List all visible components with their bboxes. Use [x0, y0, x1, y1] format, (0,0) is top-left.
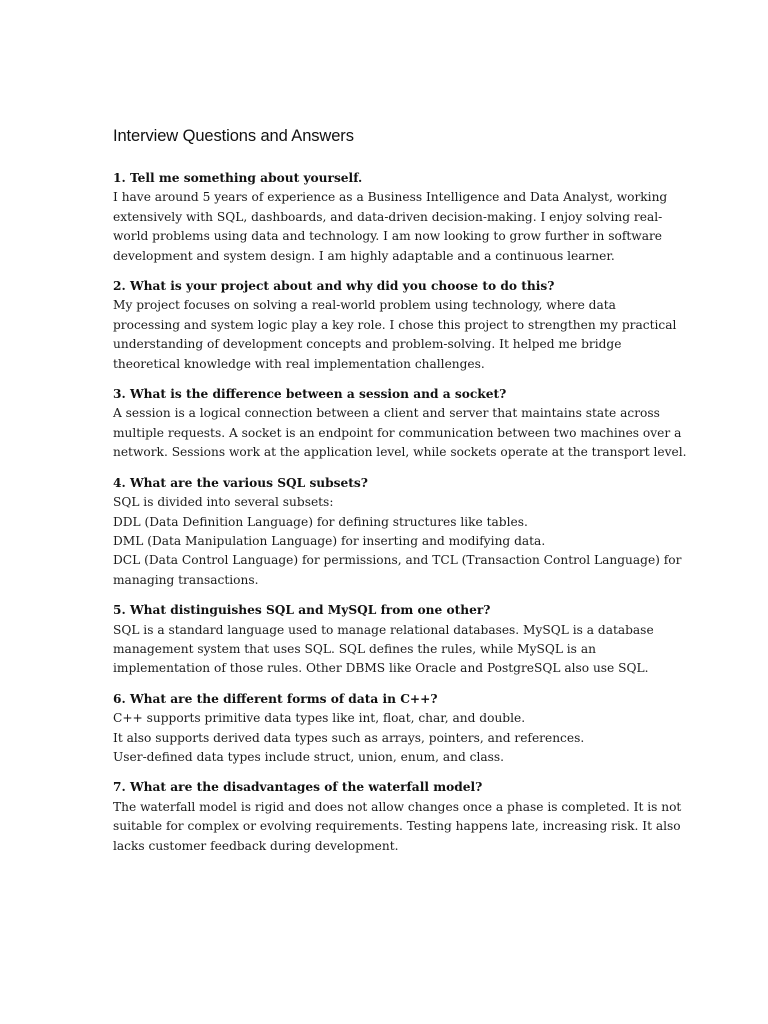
question-heading: 1. Tell me something about yourself. — [113, 171, 363, 185]
answer-line: C++ supports primitive data types like int, float, char, and double. — [113, 711, 526, 726]
answer-line: SQL is a standard language used to manage relational databases. MySQL is a database — [113, 622, 654, 637]
qa-item — [113, 385, 687, 463]
answer-line: network. Sessions work at the application level, while sockets operate at the transport level. — [113, 445, 687, 460]
question-heading: 6. What are the different forms of data in C++? — [113, 691, 438, 706]
answer-line: User-defined data types include struct, union, enum, and class. — [113, 749, 505, 764]
answer-line: DDL (Data Definition Language) for defining structures like tables. — [113, 514, 528, 529]
answer-line: development and system design. I am highly adaptable and a continuous learner. — [113, 248, 615, 263]
answer-line: DML (Data Manipulation Language) for inserting and modifying data. — [113, 533, 546, 548]
qa-item — [113, 601, 658, 679]
answer-line: multiple requests. A socket is an endpoint for communication between two machines over a — [113, 425, 682, 440]
answer-line: implementation of those rules. Other DBMS like Oracle and PostgreSQL also use SQL. — [113, 661, 649, 676]
document-page — [113, 124, 687, 867]
answer-line: world problems using data and technology. I am now looking to grow further in software — [113, 229, 663, 244]
qa-item — [113, 778, 682, 856]
question-heading: 7. What are the disadvantages of the waterfall model? — [113, 780, 483, 795]
answer-line: SQL is divided into several subsets: — [113, 495, 334, 510]
qa-item — [113, 474, 682, 590]
answer-line: suitable for complex or evolving requirements. Testing happens late, increasing risk. It also — [113, 819, 681, 834]
answer-line: managing transactions. — [113, 572, 259, 587]
answer-line: understanding of development concepts and problem-solving. It helped me bridge — [113, 337, 622, 352]
question-heading: 5. What distinguishes SQL and MySQL from one other? — [113, 603, 491, 618]
qa-list — [113, 169, 687, 856]
qa-item — [113, 690, 658, 768]
question-heading: 4. What are the various SQL subsets? — [113, 475, 368, 490]
answer-line: I have around 5 years of experience as a Business Intelligence and Data Analyst, working — [113, 190, 668, 205]
answer-line: DCL (Data Control Language) for permissions, and TCL (Transaction Control Language) for — [113, 553, 682, 568]
qa-item — [113, 169, 668, 266]
answer-line: management system that uses SQL. SQL defines the rules, while MySQL is an — [113, 641, 596, 656]
qa-item — [113, 277, 677, 374]
answer-line: It also supports derived data types such as arrays, pointers, and references. — [113, 730, 585, 745]
answer-line: processing and system logic play a key role. I chose this project to strengthen my practical — [113, 317, 677, 332]
answer-line: theoretical knowledge with real implementation challenges. — [113, 356, 485, 371]
question-heading: 3. What is the difference between a session and a socket? — [113, 387, 507, 402]
answer-line: A session is a logical connection between a client and server that maintains state across — [113, 406, 660, 421]
answer-line: lacks customer feedback during development. — [113, 838, 399, 853]
answer-line: The waterfall model is rigid and does not allow changes once a phase is completed. It is not — [113, 799, 682, 814]
answer-line: extensively with SQL, dashboards, and data-driven decision-making. I enjoy solving real- — [113, 209, 663, 224]
question-heading: 2. What is your project about and why did you choose to do this? — [113, 279, 555, 294]
document-title: Interview Questions and Answers — [113, 127, 354, 145]
answer-line: My project focuses on solving a real-world problem using technology, where data — [113, 298, 616, 313]
